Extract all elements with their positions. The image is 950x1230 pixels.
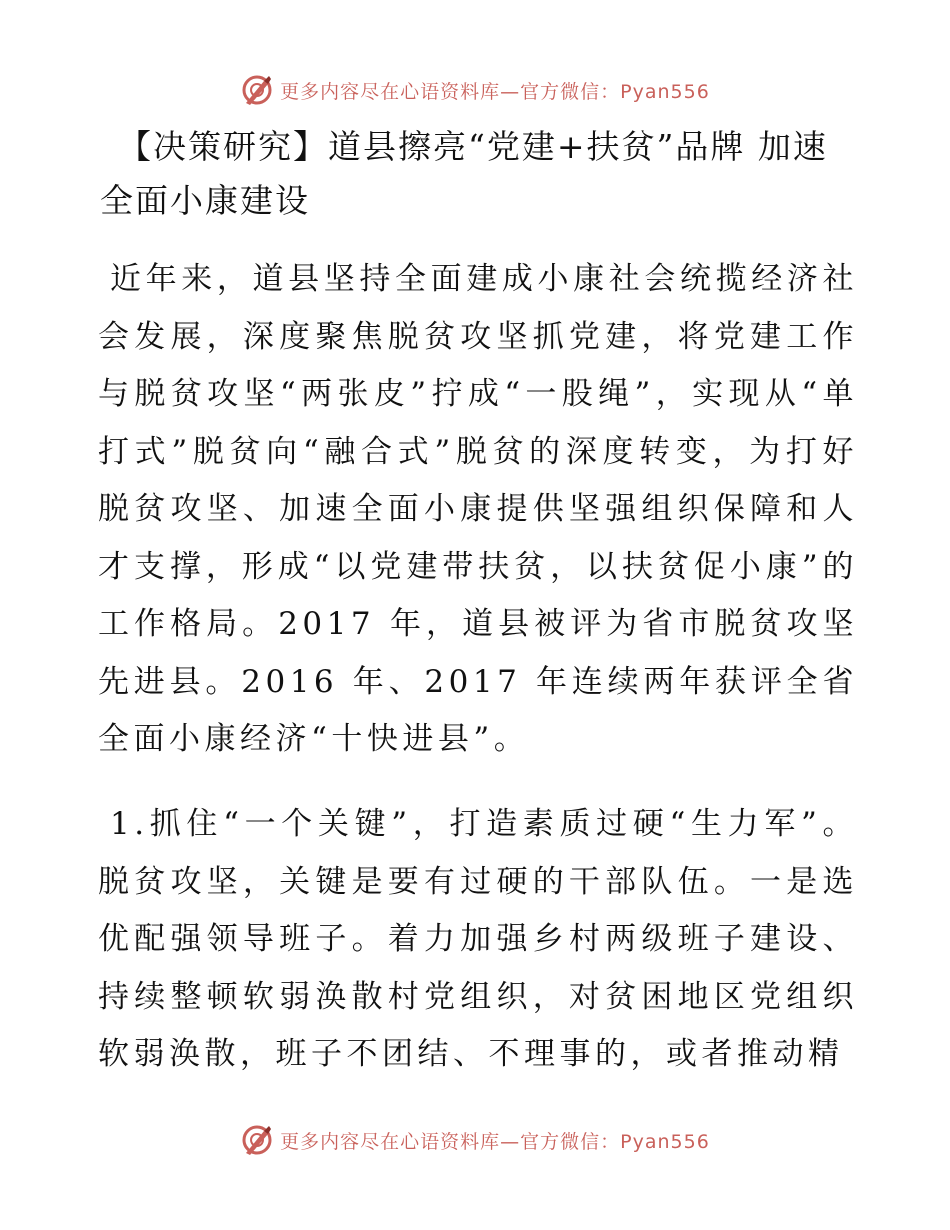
body-paragraph-1: 近年来，道县坚持全面建成小康社会统揽经济社会发展，深度聚焦脱贫攻坚抓党建，将党建工作与脱贫攻坚“两张皮”拧成“一股绳”，实现从“单打式”脱贫向“融合式”脱贫的深度转变，为打好脱贫攻坚、加速全面小康提供坚强组织保障和人才支撑，形成“以党建带扶贫，以扶贫促小康”的工作格局。2017 年，道县被评为省市脱贫攻坚先进县。2016 年、2017 年连续两年获评全省全面小康经济“十快进县”。 xyxy=(98,261,858,757)
watermark-banner-top xyxy=(0,70,950,110)
watermark-text: 更多内容尽在心语资料库—官方微信：Pyan556 xyxy=(280,80,710,103)
watermark-text: 更多内容尽在心语资料库—官方微信：Pyan556 xyxy=(280,1130,710,1153)
article-title: 【决策研究】道县擦亮“党建+扶贫”品牌 加速全面小康建设 xyxy=(100,127,828,220)
body-paragraph-2: 1.抓住“一个关键”，打造素质过硬“生力军”。脱贫攻坚，关键是要有过硬的干部队伍。一是选优配强领导班子。着力加强乡村两级班子建设、持续整顿软弱涣散村党组织，对贫困地区党组织软弱涣散，班子不团结、不理事的，或者推动精 xyxy=(98,806,858,1072)
pen-logo-icon xyxy=(240,1123,274,1157)
watermark-banner-bottom xyxy=(0,1120,950,1160)
pen-logo-icon xyxy=(240,73,274,107)
